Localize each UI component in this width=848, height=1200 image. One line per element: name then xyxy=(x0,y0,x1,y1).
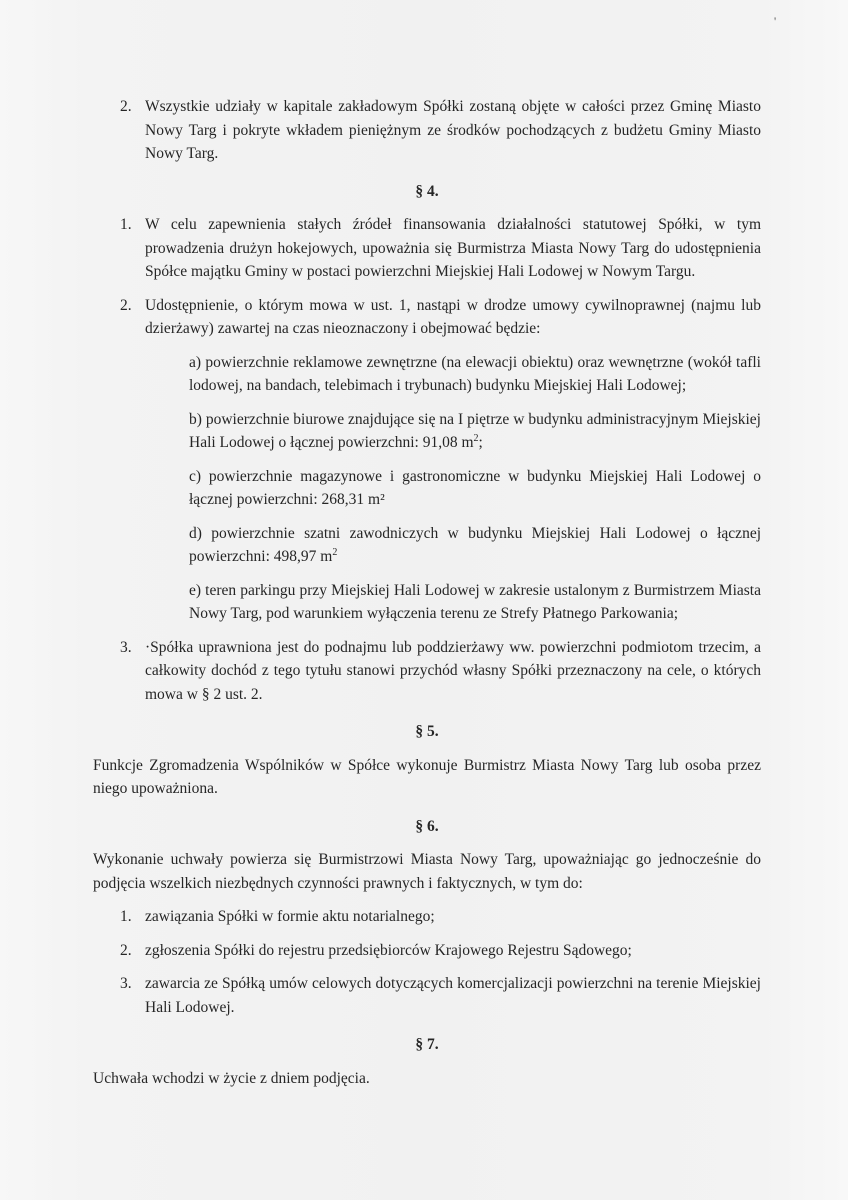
section-7-text: Uchwała wchodzi w życie z dniem podjęcia. xyxy=(93,1069,370,1087)
sub-item-a: a) powierzchnie reklamowe zewnętrzne (na elewacji obiektu) oraz wewnętrzne (wokół tafli lodowej, na bandach, telebimach i trybunach) budynku Miejskiej Hali Lodowej; xyxy=(189,353,761,394)
list-text: zawiązania Spółki w formie aktu notarialnego; xyxy=(145,908,435,925)
sub-item-e: e) teren parkingu przy Miejskiej Hali Lodowej w zakresie ustalonym z Burmistrzem Miasta Nowy Targ, pod warunkiem wyłączenia terenu ze Strefy Płatnego Parkowania; xyxy=(189,581,761,622)
sub-item-c: c) powierzchnie magazynowe i gastronomiczne w budynku Miejskiej Hali Lodowej o łącznej powierzchni: 268,31 m² xyxy=(189,467,761,508)
sub-item-b xyxy=(189,408,761,455)
list-number: 3. xyxy=(120,975,132,992)
section-7-heading: § 7. xyxy=(415,1036,439,1053)
section6-item-3 xyxy=(93,972,761,1019)
list-number: 1. xyxy=(120,216,132,233)
scan-mark: ' xyxy=(774,14,777,28)
section-6-text: Wykonanie uchwały powierza się Burmistrzowi Miasta Nowy Targ, upoważniając go jednocześnie do podjęcia wszelkich niezbędnych czynności prawnych i faktycznych, w tym do: xyxy=(93,851,761,892)
list-text: zawarcia ze Spółką umów celowych dotyczących komercjalizacji powierzchni na terenie Miejskiej Hali Lodowej. xyxy=(145,975,761,1016)
list-number: 3. xyxy=(120,638,132,656)
superscript: 2 xyxy=(473,432,479,444)
list-text: Wszystkie udziały w kapitale zakładowym Spółki zostaną objęte w całości przez Gminę Miasto Nowy Targ i pokryte wkładem pieniężnym ze środków pochodzących z budżetu Gminy Miasto Nowy Targ. xyxy=(145,98,761,162)
document-body xyxy=(93,95,761,1090)
section4-item-1 xyxy=(93,213,761,284)
sub-item-d-text: d) powierzchnie szatni zawodniczych w budynku Miejskiej Hali Lodowej o łącznej powierzchni: 498,97 m xyxy=(189,524,761,565)
sub-item-b-end: ; xyxy=(478,434,483,451)
list-text: ·Spółka uprawniona jest do podnajmu lub poddzierżawy ww. powierzchni podmiotom trzecim, a całkowity dochód z tego tytułu stanowi przychód własny Spółki przeznaczony na cele, o których mowa w § 2 ust. 2. xyxy=(145,638,761,703)
sub-item-d xyxy=(189,522,761,569)
list-number: 2. xyxy=(120,941,132,959)
section-5-heading: § 5. xyxy=(415,723,439,740)
superscript: 2 xyxy=(332,546,338,558)
list-text: zgłoszenia Spółki do rejestru przedsiębiorców Krajowego Rejestru Sądowego; xyxy=(145,941,632,959)
list-number: 2. xyxy=(120,296,132,314)
list-number: 1. xyxy=(120,908,132,925)
section-5-text: Funkcje Zgromadzenia Wspólników w Spółce wykonuje Burmistrz Miasta Nowy Targ lub osoba przez niego upoważniona. xyxy=(93,756,761,797)
section4-item-2 xyxy=(93,294,761,341)
section6-item-1 xyxy=(93,905,761,929)
list-text: W celu zapewnienia stałych źródeł finansowania działalności statutowej Spółki, w tym prowadzenia drużyn hokejowych, upoważnia się Burmistrza Miasta Nowy Targ do udostępnienia Spółce majątku Gminy w postaci powierzchni Miejskiej Hali Lodowej w Nowym Targu. xyxy=(145,216,761,280)
section-6-heading: § 6. xyxy=(415,817,439,835)
list-text: Udostępnienie, o którym mowa w ust. 1, nastąpi w drodze umowy cywilnoprawnej (najmu lub dzierżawy) zawartej na czas nieoznaczony i obejmować będzie: xyxy=(145,296,761,337)
section4-item-3 xyxy=(93,636,761,707)
section6-item-2 xyxy=(93,939,761,963)
list-number: 2. xyxy=(120,98,132,115)
sub-item-b-text: b) powierzchnie biurowe znajdujące się na I piętrze w budynku administracyjnym Miejskiej Hali Lodowej o łącznej powierzchni: 91,08 m xyxy=(189,410,761,451)
section-4-heading: § 4. xyxy=(415,182,439,200)
section3-item-2 xyxy=(93,95,761,166)
